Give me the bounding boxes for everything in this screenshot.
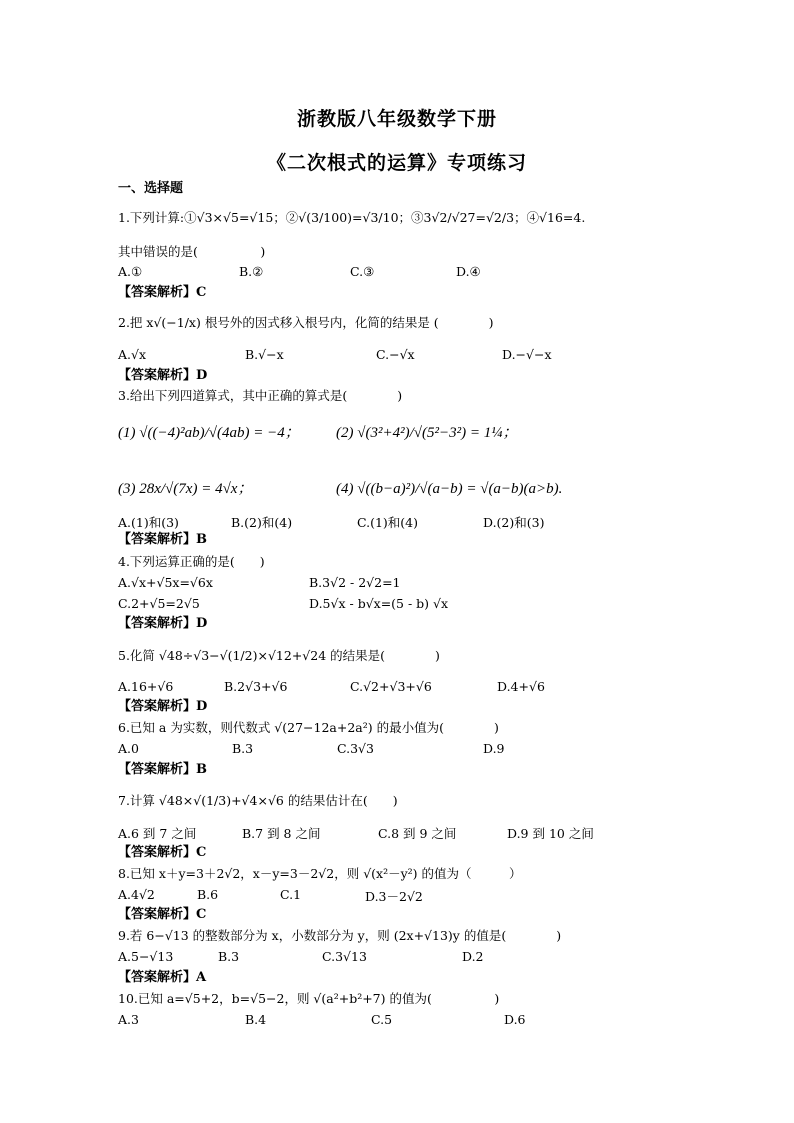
question-9-answer: 【答案解析】A	[118, 970, 207, 985]
question-5-answer: 【答案解析】D	[118, 699, 208, 714]
question-9-option-b: B.3	[218, 949, 240, 964]
question-4-option-c: C.2+√5=2√5	[118, 596, 200, 611]
question-9-option-a: A.5−√13	[118, 949, 174, 964]
question-6-option-c: C.3√3	[337, 741, 374, 756]
question-5-option-a: A.16+√6	[118, 679, 174, 694]
question-1-option-c: C.③	[350, 264, 375, 279]
question-3-equation-3: (3) 28x/√(7x) = 4√x；	[118, 481, 253, 497]
question-4-option-a: A.√x+√5x=√6x	[118, 575, 213, 590]
question-7-option-d: D.9 到 10 之间	[507, 826, 594, 841]
question-6-stem: 6.已知 a 为实数，则代数式 √(27−12a+2a²) 的最小值为( )	[118, 720, 499, 735]
question-10-option-c: C.5	[371, 1012, 393, 1027]
question-2-stem: 2.把 x√(−1/x) 根号外的因式移入根号内，化简的结果是 ( )	[118, 315, 494, 330]
question-9-option-d: D.2	[462, 949, 484, 964]
question-1-stem: 1.下列计算:①√3×√5=√15；②√(3/100)=√3/10；③3√2/√27=√2/3；④√16=4.	[118, 210, 586, 225]
question-8-option-b: B.6	[197, 887, 219, 902]
question-10-option-a: A.3	[118, 1012, 139, 1027]
question-3-option-c: C.(1)和(4)	[357, 515, 419, 530]
question-3-option-d: D.(2)和(3)	[483, 515, 545, 530]
question-4-option-d: D.5√x - b√x=(5 - b) √x	[309, 596, 449, 611]
question-6-answer: 【答案解析】B	[118, 762, 207, 777]
question-2-option-b: B.√−x	[245, 347, 284, 362]
question-3-equation-2: (2) √(3²+4²)/√(5²−3²) = 1¼；	[336, 425, 518, 441]
question-1-option-a: A.①	[118, 264, 143, 279]
question-3-option-a: A.(1)和(3)	[118, 515, 179, 530]
question-1-option-b: B.②	[239, 264, 264, 279]
question-2-answer: 【答案解析】D	[118, 368, 208, 383]
question-10-option-b: B.4	[245, 1012, 267, 1027]
document-subtitle: 《二次根式的运算》专项练习	[266, 152, 527, 174]
question-8-option-d: D.3－2√2	[365, 889, 423, 904]
question-5-option-b: B.2√3+√6	[224, 679, 288, 694]
question-1-option-d: D.④	[456, 264, 481, 279]
question-2-option-c: C.−√x	[376, 347, 415, 362]
question-8-option-a: A.4√2	[118, 887, 155, 902]
question-8-option-c: C.1	[280, 887, 302, 902]
question-2-option-a: A.√x	[118, 347, 147, 362]
question-4-stem: 4.下列运算正确的是( )	[118, 554, 265, 569]
question-7-option-b: B.7 到 8 之间	[242, 826, 321, 841]
section-heading: 一、选择题	[118, 181, 184, 196]
question-9-stem: 9.若 6−√13 的整数部分为 x，小数部分为 y，则 (2x+√13)y 的值是( )	[118, 928, 562, 943]
question-3-equation-4: (4) √((b−a)²)/√(a−b) = √(a−b)(a>b).	[336, 481, 563, 497]
question-7-stem: 7.计算 √48×√(1/3)+√4×√6 的结果估计在( )	[118, 793, 398, 808]
question-6-option-a: A.0	[118, 741, 139, 756]
question-8-stem: 8.已知 x＋y=3＋2√2，x－y=3－2√2，则 √(x²－y²) 的值为（ ）	[118, 866, 522, 881]
question-3-answer: 【答案解析】B	[118, 532, 207, 547]
question-8-answer: 【答案解析】C	[118, 907, 207, 922]
question-10-option-d: D.6	[504, 1012, 526, 1027]
question-4-answer: 【答案解析】D	[118, 616, 208, 631]
question-5-stem: 5.化简 √48÷√3−√(1/2)×√12+√24 的结果是( )	[118, 648, 440, 663]
question-9-option-c: C.3√13	[322, 949, 367, 964]
document-title: 浙教版八年级数学下册	[296, 108, 497, 130]
question-5-option-c: C.√2+√3+√6	[350, 679, 432, 694]
question-7-answer: 【答案解析】C	[118, 845, 207, 860]
question-6-option-b: B.3	[232, 741, 254, 756]
question-10-stem: 10.已知 a=√5+2，b=√5−2，则 √(a²+b²+7) 的值为( )	[118, 991, 500, 1006]
question-6-option-d: D.9	[483, 741, 505, 756]
question-2-option-d: D.−√−x	[502, 347, 552, 362]
question-5-option-d: D.4+√6	[497, 679, 545, 694]
question-3-stem: 3.给出下列四道算式，其中正确的算式是( )	[118, 388, 403, 403]
question-3-option-b: B.(2)和(4)	[231, 515, 293, 530]
question-1-answer: 【答案解析】C	[118, 285, 207, 300]
question-4-option-b: B.3√2 - 2√2=1	[309, 575, 401, 590]
question-7-option-a: A.6 到 7 之间	[118, 826, 197, 841]
question-3-equation-1: (1) √((−4)²ab)/√(4ab) = −4；	[118, 425, 300, 441]
question-1-stem-2: 其中错误的是( )	[118, 244, 266, 259]
question-7-option-c: C.8 到 9 之间	[378, 826, 457, 841]
